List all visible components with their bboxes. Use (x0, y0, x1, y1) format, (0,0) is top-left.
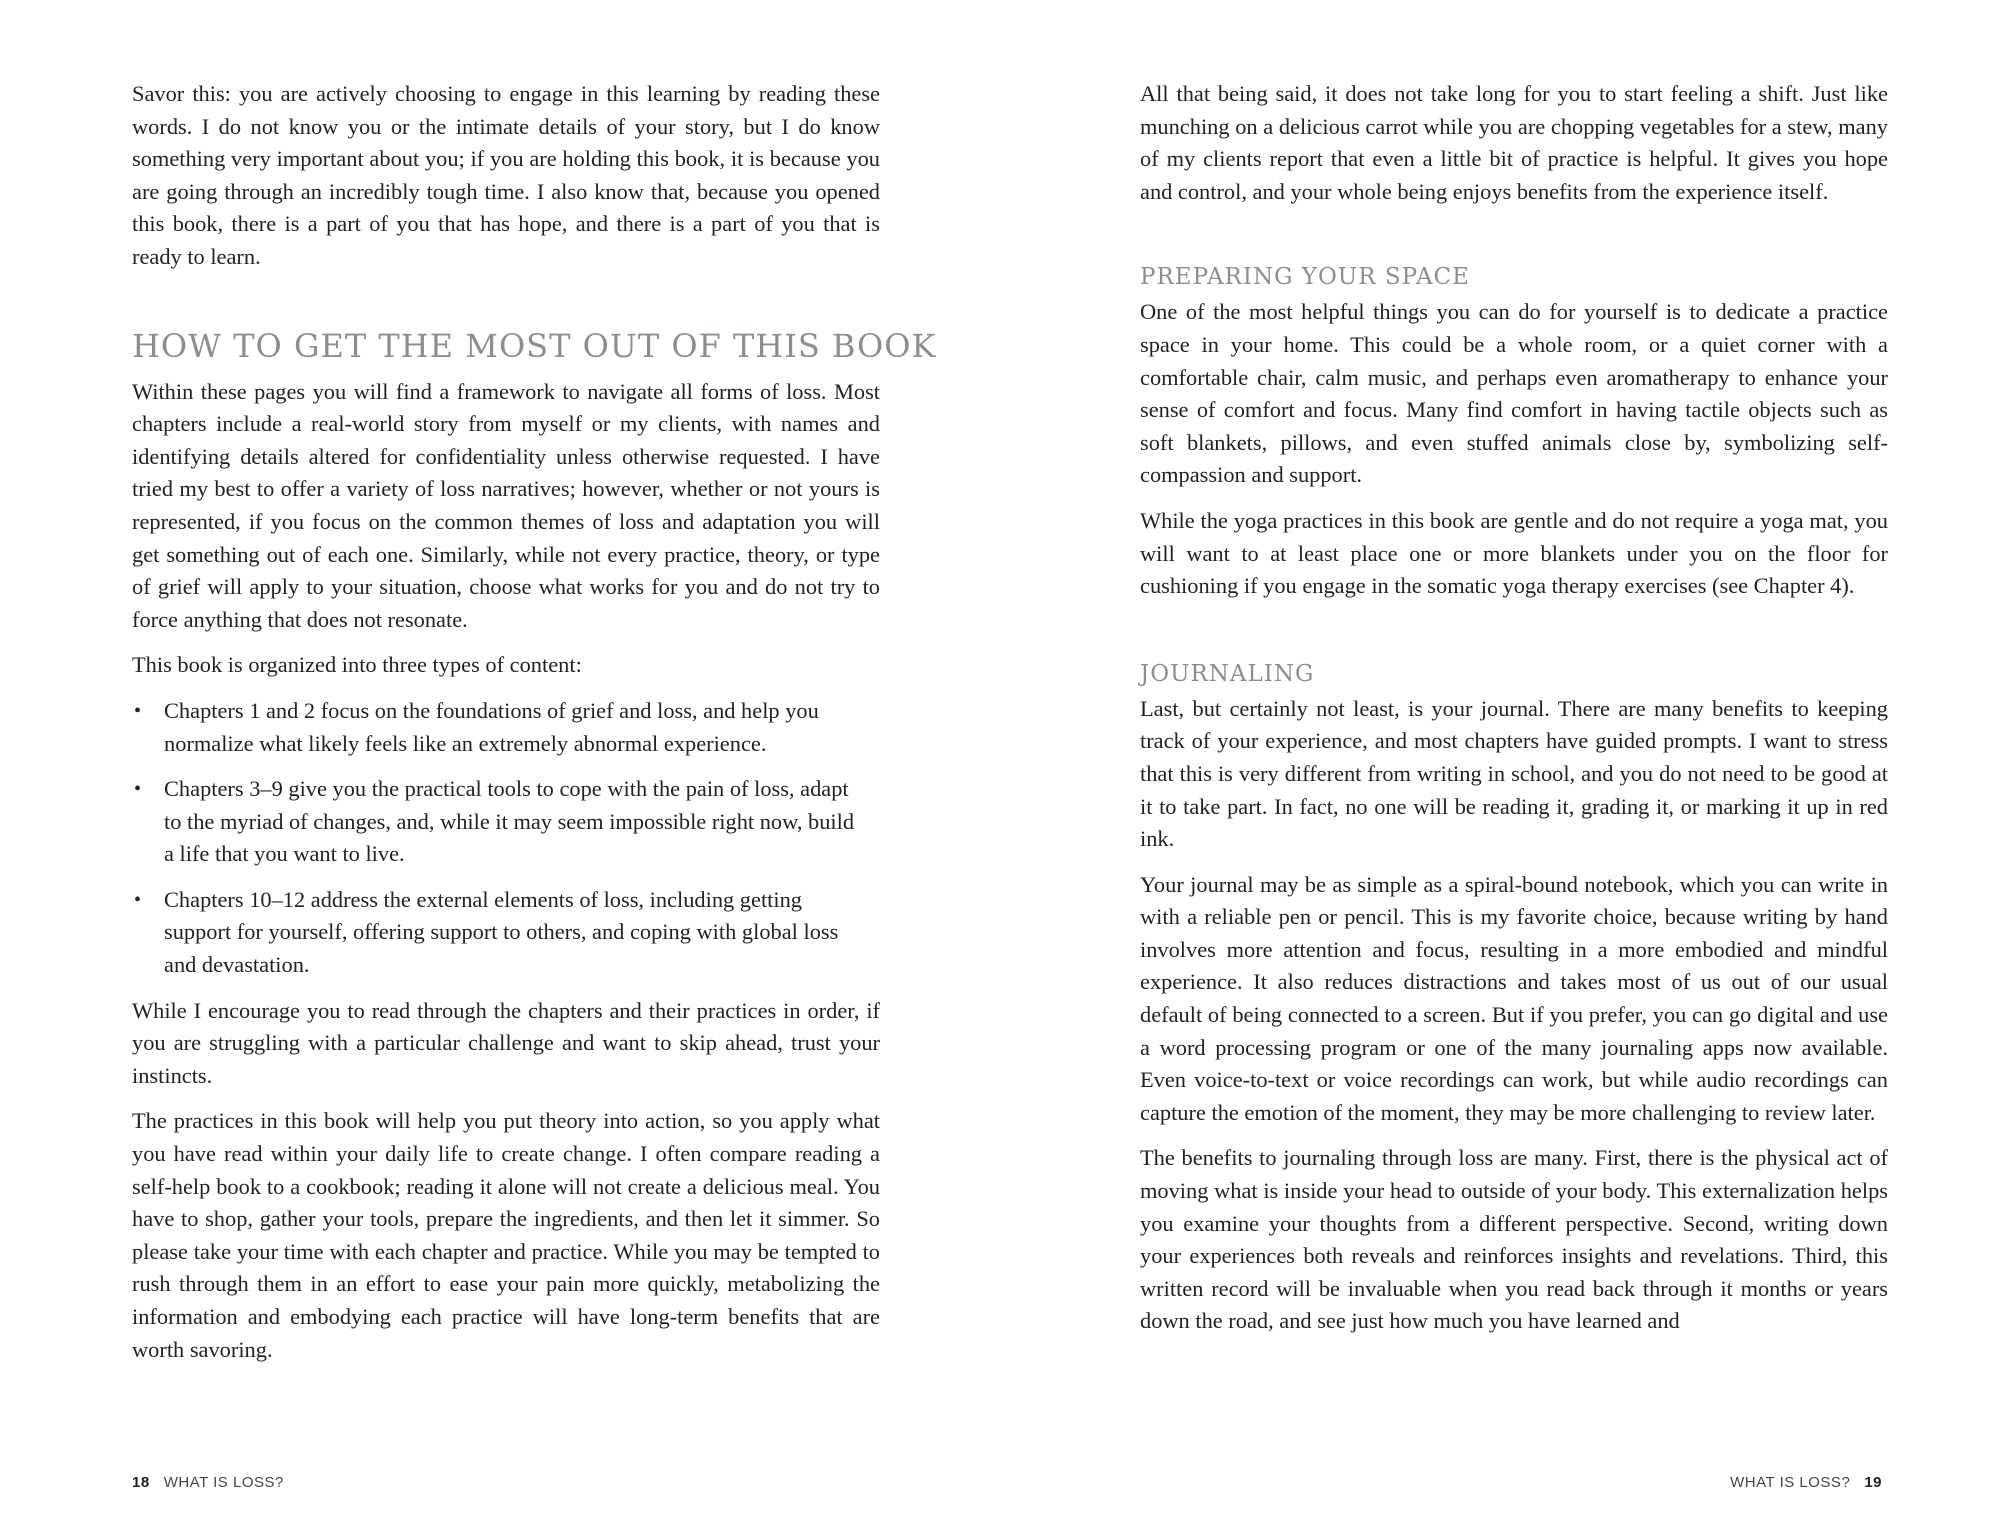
notebook-paragraph: Your journal may be as simple as a spiral-bound notebook, which you can write in with a reliable pen or pencil. This is my favorite choice, because writing by hand involves more attention and focus, resulting in a more embodied and mindful experience. It also reduces distractions and takes most of us out of our usual default of being connected to a screen. But if you prefer, you can go digital and use a word processing program or one of the many journaling apps now available. Even voice-to-text or voice recordings can work, but while audio recordings can capture the emotion of the moment, they may be more challenging to review later. (1140, 871, 1888, 1125)
practice-space-paragraph: One of the most helpful things you can do for yourself is to dedicate a practice space in your home. This could be a whole room, or a quiet corner with a comfortable chair, calm music, and perhaps even aromatherapy to enhance your sense of comfort and focus. Many find comfort in having tactile objects such as soft blankets, pillows, and even stuffed animals close by, symbolizing self-compassion and support. (1140, 299, 1888, 488)
organized-paragraph: This book is organized into three types of content: (132, 652, 582, 678)
list-item-text: Chapters 10–12 address the external elements of loss, including getting support for yourself, offering support to others, and coping with global loss and devastation. (164, 886, 839, 978)
page-number: 19 (1864, 1474, 1882, 1491)
list-item-text: Chapters 1 and 2 focus on the foundations of grief and loss, and help you normalize what likely feels like an extremely abnormal experience. (164, 697, 819, 756)
section-heading-how-to: HOW TO GET THE MOST OUT OF THIS BOOK (132, 326, 937, 365)
content-types-list (132, 695, 880, 982)
framework-paragraph: Within these pages you will find a framework to navigate all forms of loss. Most chapters include a real-world story from myself or my clients, with names and identifying details altered for confidentiality unless otherwise requested. I have tried my best to offer a variety of loss narratives; however, whether or not yours is represented, if you focus on the common themes of loss and adaptation you will get something out of each one. Similarly, while not every practice, theory, or type of grief will apply to your situation, choose what works for you and do not try to force anything that does not resonate. (132, 378, 880, 632)
reading-order-paragraph: While I encourage you to read through the chapters and their practices in order, if you are struggling with a particular challenge and want to skip ahead, trust your instincts. (132, 997, 880, 1088)
right-page (1140, 78, 1888, 1351)
bullet-icon: • (134, 699, 142, 722)
left-intro-paragraph: Savor this: you are actively choosing to engage in this learning by reading these words. I do not know you or the intimate details of your story, but I do know something very important about you; if you are holding this book, it is because you are going through an incredibly tough time. I also know that, because you opened this book, there is a part of you that has hope, and there is a part of you that is ready to learn. (132, 81, 880, 269)
running-head: WHAT IS LOSS? (1730, 1474, 1851, 1491)
bullet-icon: • (134, 888, 142, 911)
subheading-preparing-space: PREPARING YOUR SPACE (1140, 264, 1470, 291)
left-page (132, 78, 937, 1379)
right-intro-paragraph: All that being said, it does not take long for you to start feeling a shift. Just like munching on a delicious carrot while you are chopping vegetables for a stew, many of my clients report that even a little bit of practice is helpful. It gives you hope and control, and your whole being enjoys benefits from the experience itself. (1140, 81, 1888, 204)
practices-paragraph: The practices in this book will help you put theory into action, so you apply what you have read within your daily life to create change. I often compare reading a self-help book to a cookbook; reading it alone will not create a delicious meal. You have to shop, gather your tools, prepare the ingredients, and then let it simmer. So please take your time with each chapter and practice. While you may be tempted to rush through them in an effort to ease your pain more quickly, metabolizing the information and embodying each practice will have long-term benefits that are worth savoring. (132, 1108, 880, 1362)
yoga-paragraph: While the yoga practices in this book are gentle and do not require a yoga mat, you will want to at least place one or more blankets under you on the floor for cushioning if you engage in the somatic yoga therapy exercises (see Chapter 4). (1140, 507, 1888, 599)
subheading-journaling: JOURNALING (1140, 660, 1315, 687)
journal-paragraph: Last, but certainly not least, is your journal. There are many benefits to keeping track of your experience, and most chapters have guided prompts. I want to stress that this is very different from writing in school, and you do not need to be good at it to take part. In fact, no one will be reading it, grading it, or marking it up in red ink. (1140, 695, 1888, 852)
bullet-icon: • (134, 778, 142, 801)
list-item (132, 773, 880, 871)
left-page-footer (132, 1474, 284, 1491)
list-item-text: Chapters 3–9 give you the practical tools to cope with the pain of loss, adapt to the myriad of changes, and, while it may seem impossible right now, build a life that you want to live. (164, 776, 855, 867)
list-item (132, 884, 880, 982)
page-number: 18 (132, 1474, 150, 1491)
benefits-paragraph: The benefits to journaling through loss are many. First, there is the physical act of moving what is inside your head to outside of your body. This externalization helps you examine your thoughts from a different perspective. Second, writing down your experiences both reveals and reinforces insights and revelations. Third, this written record will be invaluable when you read back through it months or years down the road, and see just how much you have learned and (1140, 1145, 1888, 1334)
right-page-footer (1730, 1474, 1882, 1491)
list-item (132, 695, 880, 760)
running-head: WHAT IS LOSS? (163, 1474, 284, 1491)
